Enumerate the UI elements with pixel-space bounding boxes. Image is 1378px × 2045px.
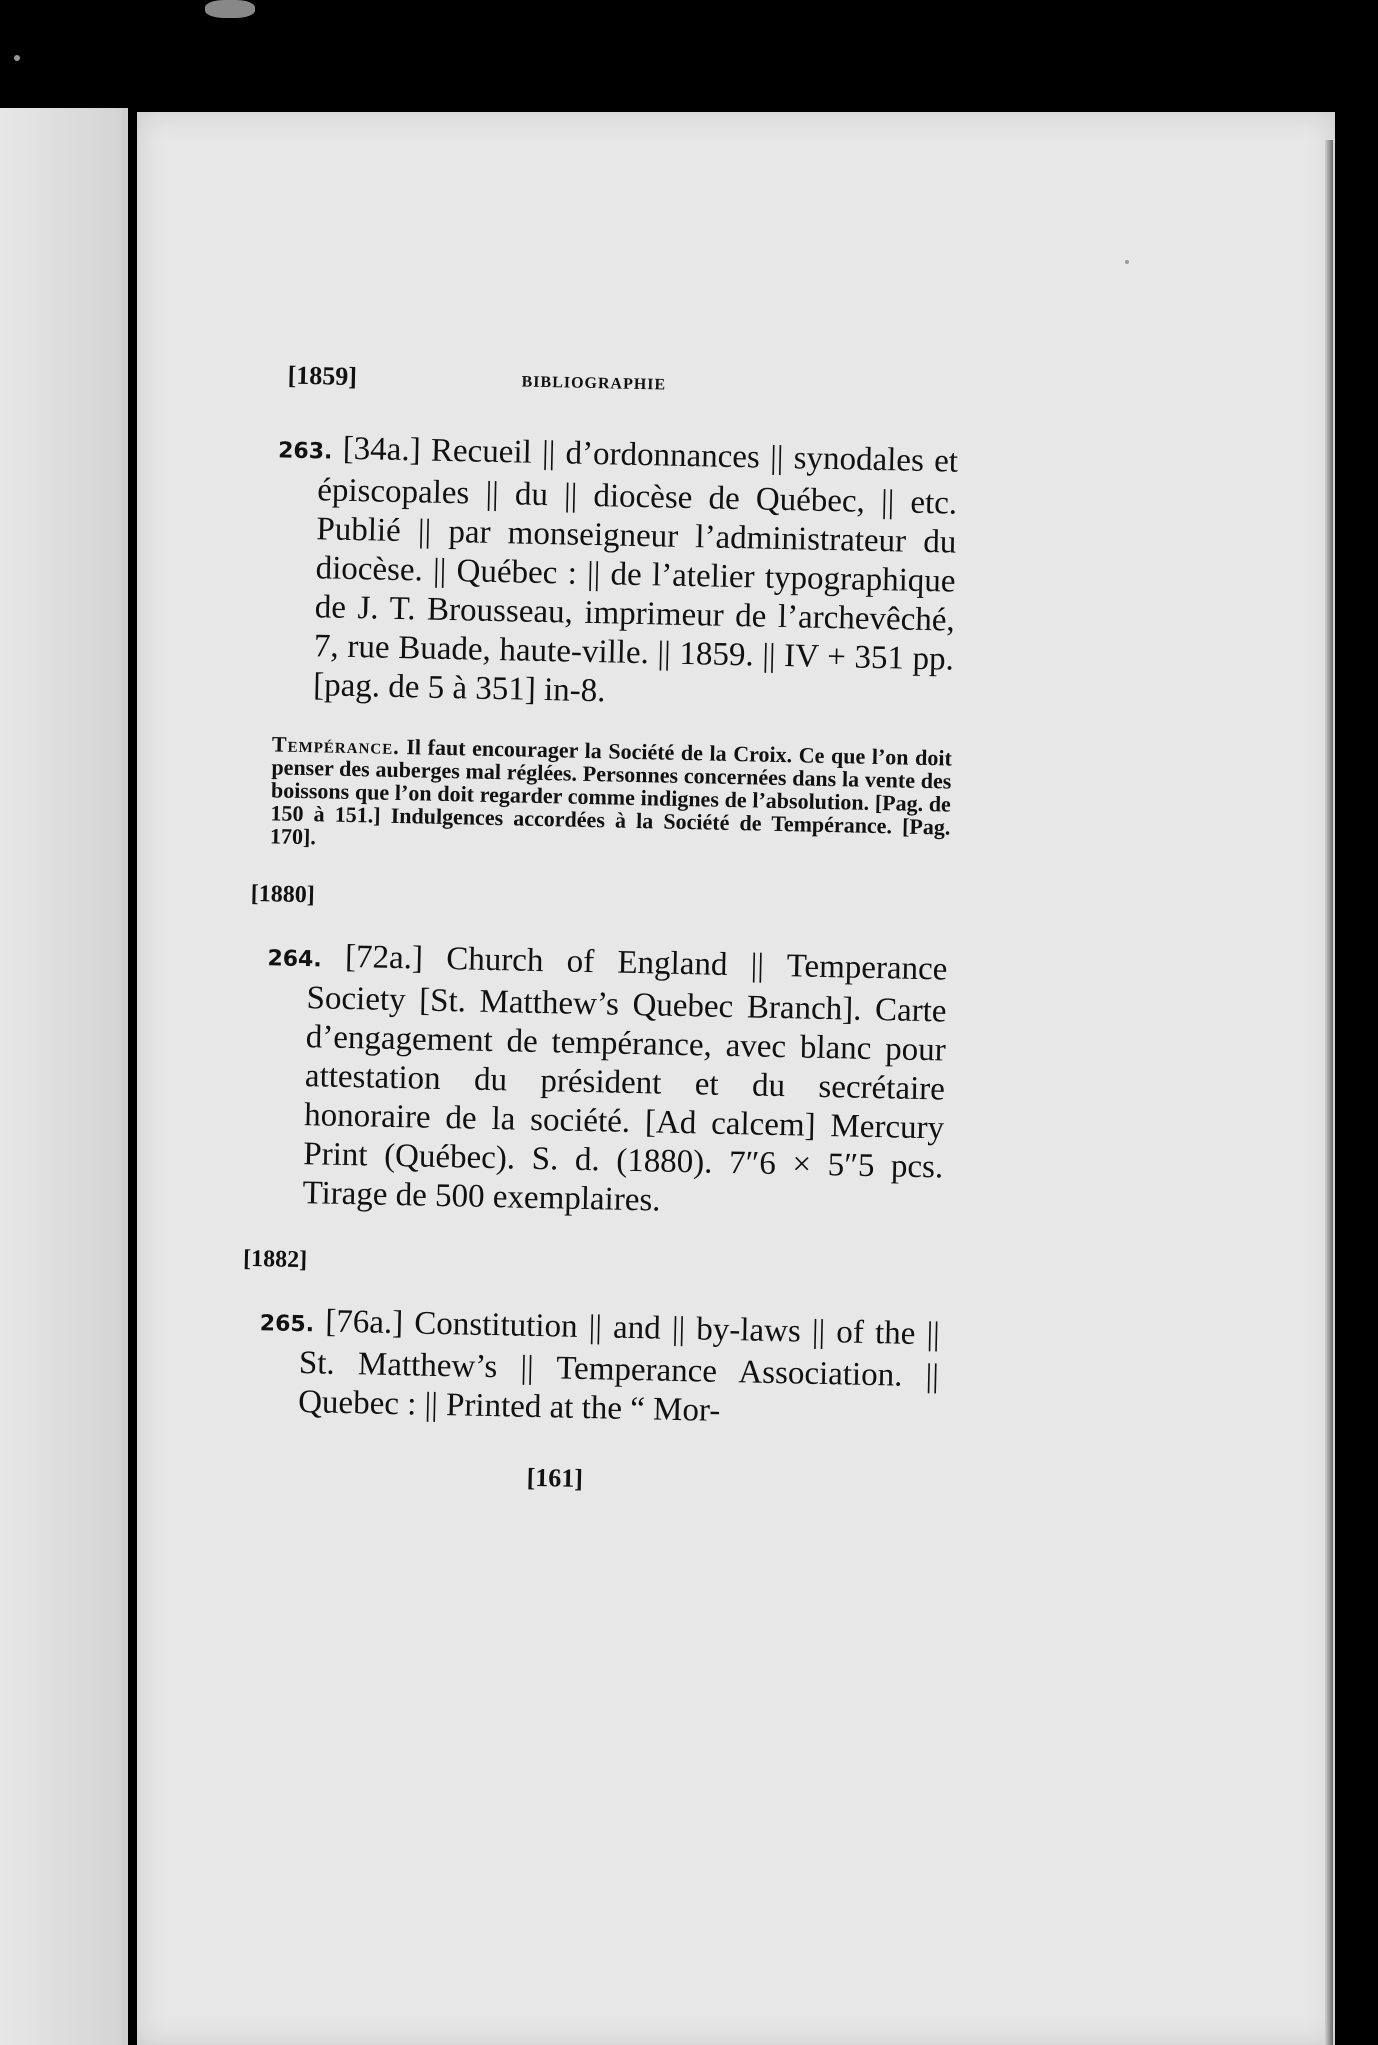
running-head-title: BIBLIOGRAPHIE bbox=[521, 373, 667, 394]
entry-note bbox=[270, 732, 952, 861]
entry-number: 263. bbox=[277, 438, 333, 465]
dust-speck bbox=[205, 0, 255, 18]
entry-number: 264. bbox=[267, 946, 322, 973]
year-heading: [1880] bbox=[250, 880, 316, 909]
entry-text: [34a.] Recueil || d’ordonnances || synodales et épiscopales || du || diocèse de Québec, || etc. Publié || par monseigneur l’administrateur du diocèse. || Québec : || de l’atelier typographique de J. T. Brousseau, imprimeur de l’archevêché, 7, rue Buade, haute-ville. || 1859. || IV + 351 pp. [pag. de 5 à 351] in-8. bbox=[312, 430, 959, 710]
note-text: Il faut encourager la Société de la Croix. Ce que l’on doit penser des auberges mal réglées. Personnes concernées dans la vente des boissons que l’on doit regarder comme indignes de l’absolution. [Pag. de 150 à 151.] Indulgences accordées à la Société de Tempérance. [Pag. 170]. bbox=[269, 734, 953, 850]
note-lead: Tempérance. bbox=[271, 731, 401, 760]
page-text bbox=[236, 360, 959, 1501]
year-heading: [1882] bbox=[242, 1245, 308, 1274]
entry-text: [72a.] Church of England || Temperance Society [St. Matthew’s Quebec Branch]. Carte d’engagement de tempérance, avec blanc pour attestation du président et du secrétaire honoraire de la société. [Ad calcem] Mercury Print (Québec). S. d. (1880). 7″6 × 5″5 pcs. Tirage de 500 exemplaires. bbox=[302, 938, 948, 1219]
adjacent-page-edge bbox=[0, 108, 128, 2045]
entry-text: [76a.] Constitution || and || by-laws || of the || St. Matthew’s || Temperance Association. || Quebec : || Printed at the “ Mor- bbox=[297, 1303, 941, 1429]
dust-speck bbox=[14, 55, 20, 61]
adjacent-page-surface bbox=[0, 108, 122, 2045]
entry-264 bbox=[262, 936, 948, 1226]
page-right-edge bbox=[1325, 140, 1333, 2045]
entry-263 bbox=[273, 428, 959, 718]
running-head-year: [1859] bbox=[287, 360, 358, 392]
entry-number: 265. bbox=[259, 1311, 315, 1338]
dust-speck bbox=[1125, 260, 1129, 264]
page-number: [161] bbox=[526, 1462, 584, 1494]
entry-265 bbox=[258, 1301, 940, 1435]
